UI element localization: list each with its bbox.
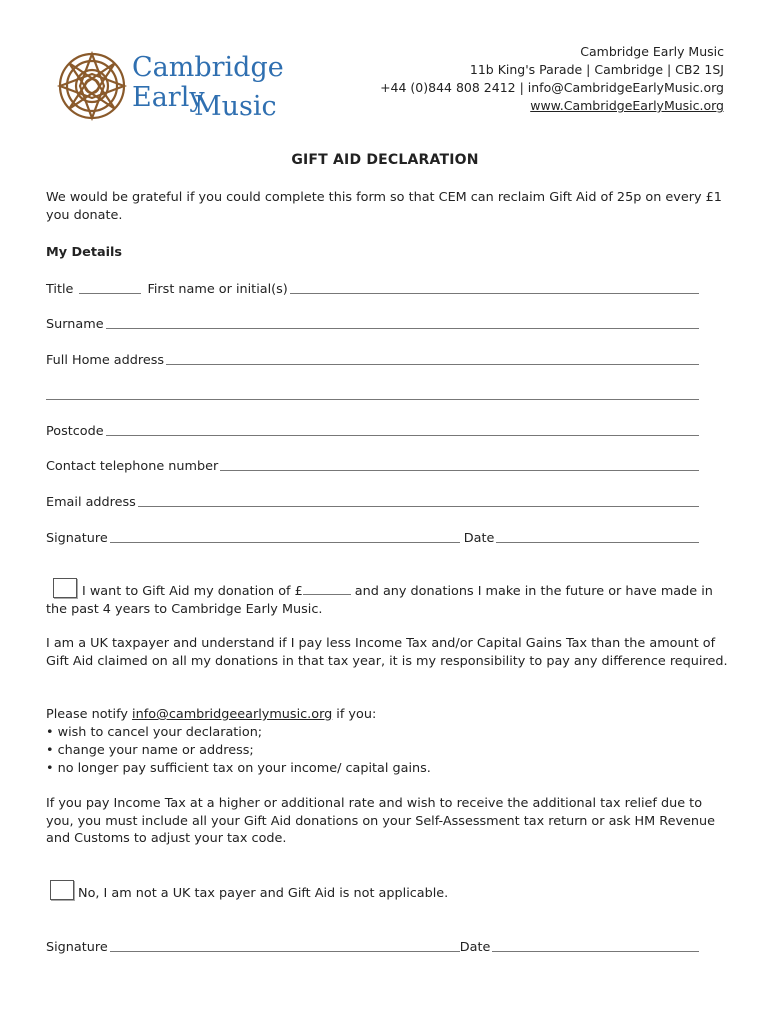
email-label: Email address	[46, 495, 136, 510]
name-row	[46, 279, 699, 297]
list-item: • wish to cancel your declaration;	[46, 724, 263, 740]
surname-field[interactable]	[106, 327, 699, 329]
email-row	[46, 492, 699, 510]
org-address: 11b King's Parade | Cambridge | CB2 1SJ	[469, 62, 724, 77]
list-item: • no longer pay sufficient tax on your income/ capital gains.	[46, 760, 431, 776]
logo-text-cambridge: Cambridge	[132, 52, 284, 83]
phone-row	[46, 456, 699, 474]
notify-prefix: Please notify	[46, 707, 133, 722]
intro-text: We would be grateful if you could complete this form so that CEM can reclaim Gift Aid of 25p on every £1 you donate.	[46, 190, 722, 223]
phone-field[interactable]	[220, 469, 699, 471]
postcode-field[interactable]	[106, 434, 699, 436]
org-contact: +44 (0)844 808 2412 | info@CambridgeEarlyMusic.org	[380, 80, 724, 95]
date-field[interactable]	[496, 541, 699, 543]
title-field[interactable]	[79, 292, 141, 294]
phone-label: Contact telephone number	[46, 459, 219, 474]
not-taxpayer-text: No, I am not a UK tax payer and Gift Aid is not applicable.	[78, 886, 449, 901]
postcode-row	[46, 421, 699, 439]
not-taxpayer-checkbox[interactable]	[50, 880, 74, 900]
address-label: Full Home address	[46, 353, 165, 368]
signature-field[interactable]	[110, 541, 460, 543]
list-item: • change your name or address;	[46, 742, 254, 758]
footer-date-label: Date	[459, 940, 491, 955]
gift-aid-text-before: I want to Gift Aid my donation of £	[82, 584, 303, 599]
footer-signature-label: Signature	[46, 940, 108, 955]
address-row	[46, 350, 699, 368]
notify-email-link[interactable]: info@cambridgeearlymusic.org	[132, 707, 333, 722]
organisation-contact-block	[380, 43, 724, 115]
firstname-label: First name or initial(s)	[147, 282, 288, 297]
page-title: GIFT AID DECLARATION	[291, 152, 479, 168]
celtic-knot-mandala-icon	[56, 50, 128, 122]
footer-signature-row	[46, 937, 699, 955]
logo-text-music: Music	[194, 91, 277, 122]
email-field[interactable]	[138, 505, 699, 507]
surname-row	[46, 314, 699, 332]
postcode-label: Postcode	[46, 424, 104, 439]
gift-aid-statement	[46, 582, 728, 618]
date-label: Date	[463, 531, 495, 546]
notify-section	[46, 706, 728, 778]
signature-label: Signature	[46, 531, 108, 546]
cambridge-early-music-logo	[56, 50, 284, 122]
title-label: Title	[46, 282, 74, 297]
footer-signature-field[interactable]	[110, 950, 460, 952]
my-details-heading: My Details	[46, 245, 122, 260]
org-website-link[interactable]: www.CambridgeEarlyMusic.org	[530, 98, 724, 113]
address-field-line1[interactable]	[166, 363, 699, 365]
higher-rate-text: If you pay Income Tax at a higher or additional rate and wish to receive the additional tax relief due to you, you must include all your Gift Aid donations on your Self-Assessment tax return or ask HM Revenue and Customs to adjust your tax code.	[46, 796, 716, 846]
surname-label: Surname	[46, 317, 104, 332]
address-field-line2[interactable]	[46, 399, 699, 400]
org-name: Cambridge Early Music	[580, 44, 724, 59]
notify-suffix: if you:	[332, 707, 377, 722]
taxpayer-statement: I am a UK taxpayer and understand if I pay less Income Tax and/or Capital Gains Tax than the amount of Gift Aid claimed on all my donations in that tax year, it is my responsibility to pay any difference required.	[46, 636, 728, 669]
footer-date-field[interactable]	[492, 950, 699, 952]
gift-aid-text-after: and any donations I make in the future or have made in the past 4 years to Cambridge Early Music.	[46, 584, 713, 617]
firstname-field[interactable]	[290, 292, 699, 294]
notify-list	[46, 724, 728, 778]
donation-amount-field[interactable]	[303, 582, 351, 595]
logo-text-early: Early	[132, 82, 205, 113]
signature-row	[46, 528, 699, 546]
